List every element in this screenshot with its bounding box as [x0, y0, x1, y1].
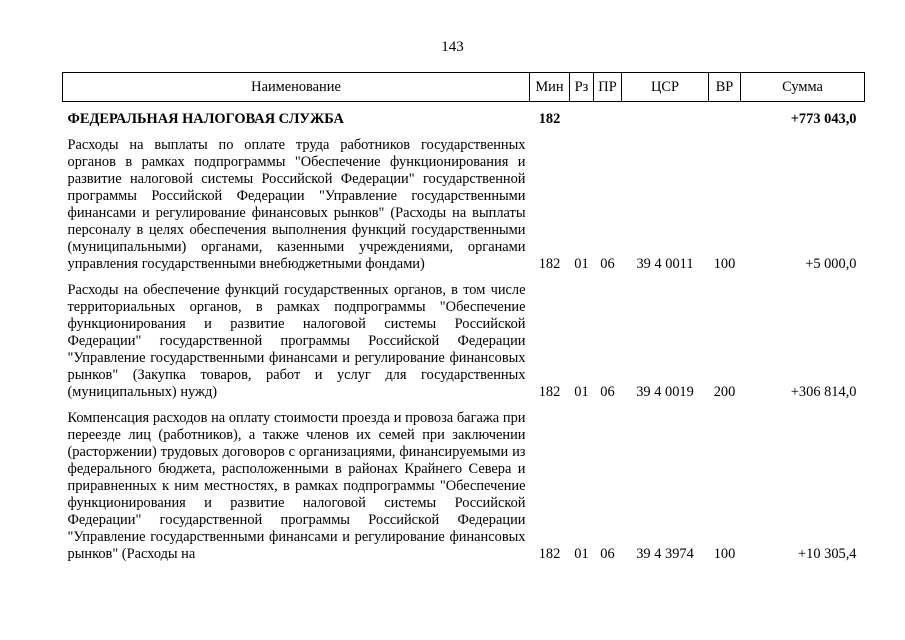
row-rz: 01 [574, 546, 589, 562]
row-name: Компенсация расходов на оплату стоимости проезда и провоза багажа при переезде лиц (работников), а также членов их семей при заключении (расторжении) трудовых договоров с организациями, финансируемыми из федерального бюджета, расположенными в районах Крайнего Севера и приравненных к ним местностях, в рамках подпрограммы "Обеспечение функционирования и развитие налоговой системы Российской Федерации" государственной программы Российской Федерации "Управление государственными финансами и регулирование финансовых рынков" (Расходы на [67, 410, 526, 562]
agency-pr [594, 102, 622, 138]
header-sum: Сумма [741, 73, 865, 102]
row-csr: 39 4 0019 [636, 384, 694, 400]
agency-vr [709, 102, 741, 138]
row-sum: +306 814,0 [790, 384, 857, 400]
row-pr: 06 [600, 384, 615, 400]
row-vr: 100 [713, 256, 736, 272]
row-vr: 100 [713, 546, 736, 562]
agency-sum: +773 043,0 [790, 111, 857, 127]
row-vr: 200 [713, 384, 736, 400]
row-name: Расходы на выплаты по оплате труда работников государственных органов в рамках подпрограммы "Обеспечение функционирования и развитие налоговой системы Российской Федерации" государственной программы Российской Федерации "Управление государственными финансами и регулирование финансовых рынков" (Расходы на выплаты персоналу в целях обеспечения выполнения функций государственными (муниципальными) органами, казенными учреждениями, органами управления государственными внебюджетными фондами) [67, 137, 526, 272]
table-header-row [63, 73, 865, 102]
table-row [63, 137, 865, 282]
table-row [63, 410, 865, 563]
header-pr: ПР [594, 73, 622, 102]
row-pr: 06 [600, 546, 615, 562]
header-name: Наименование [63, 73, 530, 102]
agency-row [63, 102, 865, 138]
agency-rz [570, 102, 594, 138]
row-rz: 01 [574, 384, 589, 400]
row-csr: 39 4 0011 [636, 256, 694, 272]
row-csr: 39 4 3974 [636, 546, 694, 562]
table-row [63, 282, 865, 410]
header-csr: ЦСР [622, 73, 709, 102]
header-min: Мин [530, 73, 570, 102]
agency-min: 182 [538, 111, 561, 127]
row-sum: +5 000,0 [805, 256, 857, 272]
agency-csr [622, 102, 709, 138]
agency-name: ФЕДЕРАЛЬНАЯ НАЛОГОВАЯ СЛУЖБА [67, 111, 344, 127]
row-sum: +10 305,4 [798, 546, 857, 562]
row-rz: 01 [574, 256, 589, 272]
header-vr: ВР [709, 73, 741, 102]
row-name: Расходы на обеспечение функций государственных органов, в том числе территориальных органов, в рамках подпрограммы "Обеспечение функционирования и развитие налоговой системы Российской Федерации" государственной программы Российской Федерации "Управление государственными финансами и регулирование финансовых рынков" (Закупка товаров, работ и услуг для государственных (муниципальных) нужд) [67, 282, 526, 400]
row-min: 182 [538, 384, 561, 400]
header-rz: Рз [570, 73, 594, 102]
page-number: 143 [441, 39, 464, 55]
row-pr: 06 [600, 256, 615, 272]
budget-table [62, 72, 865, 563]
row-min: 182 [538, 546, 561, 562]
row-min: 182 [538, 256, 561, 272]
